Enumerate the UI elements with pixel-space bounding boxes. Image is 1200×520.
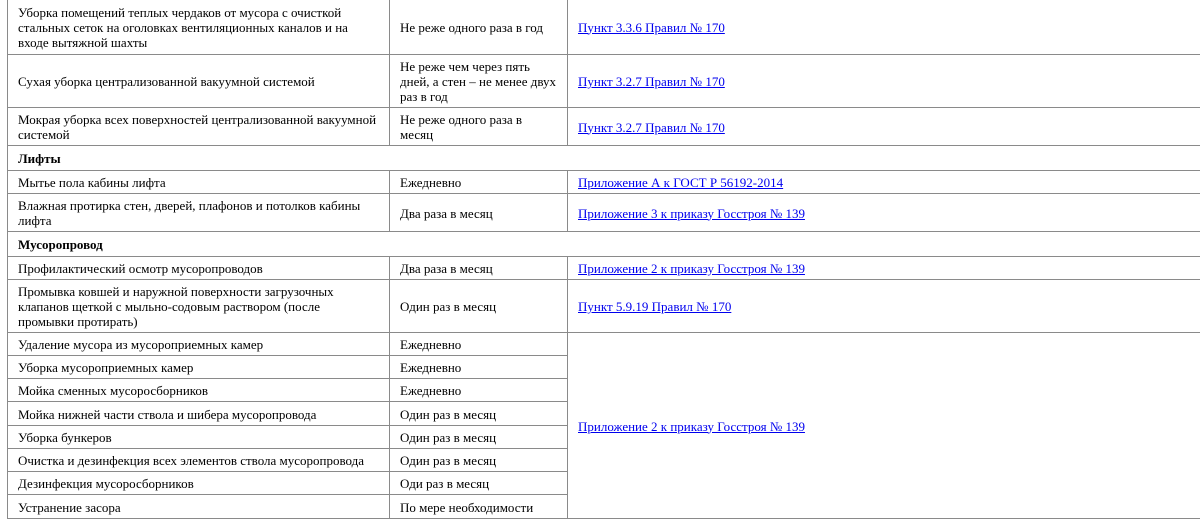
reference-link[interactable]: Приложение 2 к приказу Госстроя № 139 [578, 261, 805, 276]
cleaning-norms-table [7, 0, 1200, 519]
reference-link[interactable]: Пункт 5.9.19 Правил № 170 [578, 299, 732, 314]
table-row [8, 194, 1200, 232]
table-row [8, 280, 1200, 333]
reference-cell [568, 194, 1200, 232]
task-cell: Мойка нижней части ствола и шибера мусоропровода [8, 402, 390, 426]
reference-link[interactable]: Приложение 3 к приказу Госстроя № 139 [578, 205, 805, 221]
reference-cell [568, 171, 1200, 194]
merged-reference-cell [568, 333, 1200, 519]
reference-link[interactable]: Приложение А к ГОСТ Р 56192-2014 [578, 175, 784, 190]
task-cell: Мокрая уборка всех поверхностей централизованной вакуумной системой [8, 108, 390, 146]
task-cell: Уборка помещений теплых чердаков от мусора с очисткой стальных сеток на оголовках вентиляционных каналов и на входе вытяжной шахты [8, 0, 390, 55]
frequency-cell: Два раза в месяц [390, 257, 568, 280]
table-row [8, 171, 1200, 194]
table-row [8, 257, 1200, 280]
frequency-cell: Один раз в месяц [390, 280, 568, 333]
reference-link[interactable]: Пункт 3.3.6 Правил № 170 [578, 19, 725, 35]
frequency-cell: Не реже одного раза в месяц [390, 108, 568, 146]
table-row [8, 55, 1200, 108]
frequency-cell: Не реже чем через пять дней, а стен – не менее двух раз в год [390, 55, 568, 108]
frequency-cell: Ежедневно [390, 356, 568, 379]
reference-link[interactable]: Пункт 3.2.7 Правил № 170 [578, 119, 725, 135]
task-cell: Промывка ковшей и наружной поверхности загрузочных клапанов щеткой с мыльно-содовым раствором (после промывки протирать) [8, 280, 390, 333]
task-cell: Мойка сменных мусоросборников [8, 379, 390, 402]
section-header-garbage-chute: Мусоропровод [8, 232, 1200, 257]
task-cell: Очистка и дезинфекция всех элементов ствола мусоропровода [8, 449, 390, 472]
reference-cell [568, 108, 1200, 146]
reference-link[interactable]: Пункт 3.2.7 Правил № 170 [578, 74, 725, 89]
task-cell: Мытье пола кабины лифта [8, 171, 390, 194]
frequency-cell: Один раз в месяц [390, 402, 568, 426]
table-row [8, 108, 1200, 146]
frequency-cell: Ежедневно [390, 333, 568, 356]
frequency-cell: Два раза в месяц [390, 194, 568, 232]
frequency-cell: По мере необходимости [390, 495, 568, 519]
section-row [8, 146, 1200, 171]
section-row [8, 232, 1200, 257]
task-cell: Сухая уборка централизованной вакуумной системой [8, 55, 390, 108]
frequency-cell: Один раз в месяц [390, 449, 568, 472]
reference-cell [568, 0, 1200, 55]
frequency-cell: Один раз в месяц [390, 426, 568, 449]
task-cell: Устранение засора [8, 495, 390, 519]
task-cell: Влажная протирка стен, дверей, плафонов и потолков кабины лифта [8, 194, 390, 232]
task-cell: Удаление мусора из мусороприемных камер [8, 333, 390, 356]
task-cell: Уборка бункеров [8, 426, 390, 449]
reference-cell [568, 257, 1200, 280]
reference-cell [568, 280, 1200, 333]
frequency-cell: Ежедневно [390, 379, 568, 402]
table-row [8, 333, 1200, 356]
frequency-cell: Ежедневно [390, 171, 568, 194]
reference-cell [568, 55, 1200, 108]
section-header-lifts: Лифты [8, 146, 1200, 171]
task-cell: Уборка мусороприемных камер [8, 356, 390, 379]
task-cell: Дезинфекция мусоросборников [8, 472, 390, 495]
table-row [8, 0, 1200, 55]
frequency-cell: Не реже одного раза в год [390, 0, 568, 55]
task-cell: Профилактический осмотр мусоропроводов [8, 257, 390, 280]
reference-link[interactable]: Приложение 2 к приказу Госстроя № 139 [578, 418, 805, 434]
frequency-cell: Оди раз в месяц [390, 472, 568, 495]
